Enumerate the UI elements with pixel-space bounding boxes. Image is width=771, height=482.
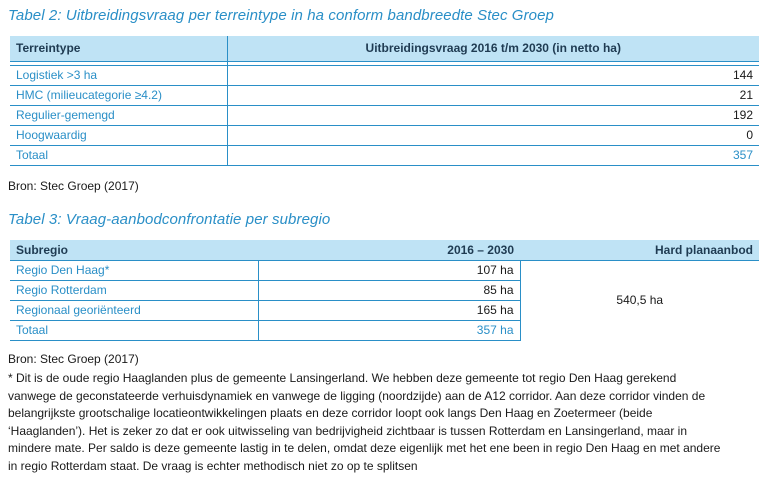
table2: [10, 36, 759, 166]
row-value: 165 ha: [258, 300, 520, 320]
table3-source: Bron: Stec Groep (2017): [8, 352, 139, 366]
table-row: [10, 105, 759, 125]
table2-caption: Tabel 2: Uitbreidingsvraag per terreintype in ha conform bandbreedte Stec Groep: [8, 7, 554, 24]
total-value: 357 ha: [258, 320, 520, 340]
footnote: [8, 370, 760, 476]
table3-header-period: 2016 – 2030: [258, 240, 520, 260]
footnote-line: mindere mate. Per saldo is deze gemeente lastig in te delen, omdat deze eigenlijk met het ene been in regio Den Haag en met andere: [8, 441, 721, 456]
row-label: Hoogwaardig: [10, 125, 227, 145]
row-label: Regio Den Haag*: [10, 260, 258, 280]
table2-header-terreintype: Terreintype: [10, 36, 227, 61]
footnote-line: belangrijkste grootschalige locatieontwikkelingen plaats en deze corridor loopt ook langs Den Haag en Zoetermeer (beide: [8, 406, 653, 421]
table-row: [10, 260, 759, 280]
table3-header-hard-supply: Hard planaanbod: [520, 240, 759, 260]
table2-header-row: [10, 36, 759, 61]
table-row: [10, 125, 759, 145]
row-label: Regio Rotterdam: [10, 280, 258, 300]
table3: [10, 240, 759, 341]
row-label: Regulier-gemengd: [10, 105, 227, 125]
table-row: [10, 85, 759, 105]
table2-total-row: [10, 145, 759, 165]
row-value: 144: [227, 65, 759, 85]
row-label: Logistiek >3 ha: [10, 65, 227, 85]
footnote-line: vanwege de geconstateerde verhuisdynamiek en vanwege de ligging (noordzijde) aan de A12 corridor. Aan deze corridor vinden de: [8, 388, 706, 403]
table3-caption: Tabel 3: Vraag-aanbodconfrontatie per subregio: [8, 211, 331, 228]
total-value: 357: [227, 145, 759, 165]
total-label: Totaal: [10, 145, 227, 165]
footnote-line: ‘Haaglanden’). Het is zeker zo dat er ook uitwisseling van bedrijvigheid zichtbaar is tussen Rotterdam en Lansingerland, maar in: [8, 423, 688, 438]
table3-header-row: [10, 240, 759, 260]
row-value: 21: [227, 85, 759, 105]
footnote-line: in regio Rotterdam staat. De vraag is echter methodisch niet zo op te splitsen: [8, 458, 418, 473]
table2-source: Bron: Stec Groep (2017): [8, 179, 139, 193]
row-value: 0: [227, 125, 759, 145]
row-value: 192: [227, 105, 759, 125]
row-value: 85 ha: [258, 280, 520, 300]
row-label: Regionaal georiënteerd: [10, 300, 258, 320]
row-value: 107 ha: [258, 260, 520, 280]
row-label: HMC (milieucategorie ≥4.2): [10, 85, 227, 105]
total-label: Totaal: [10, 320, 258, 340]
table3-header-subregio: Subregio: [10, 240, 258, 260]
footnote-line: * Dit is de oude regio Haaglanden plus de gemeente Lansingerland. We hebben deze gemeente tot regio Den Haag gerekend: [8, 371, 677, 385]
table-row: [10, 65, 759, 85]
table2-header-demand: Uitbreidingsvraag 2016 t/m 2030 (in netto ha): [227, 36, 759, 61]
hard-supply-value: 540,5 ha: [616, 293, 664, 308]
